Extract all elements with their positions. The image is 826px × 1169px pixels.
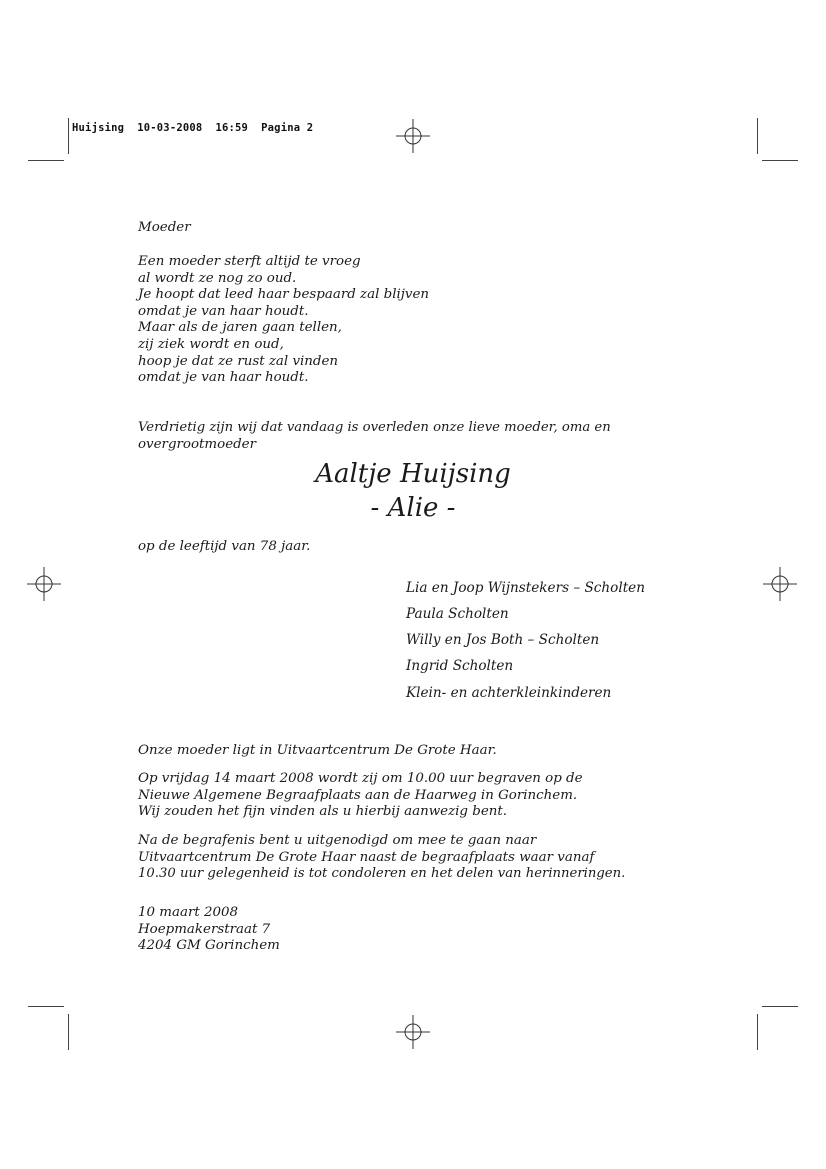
poem-line: Een moeder sterft altijd te vroeg: [138, 254, 361, 269]
info-paragraph: Uitvaartcentrum De Grote Haar naast de begraafplaats waar vanaf: [138, 849, 595, 865]
registration-mark-icon: [763, 567, 797, 601]
crop-mark: [28, 160, 64, 161]
crop-mark: [757, 1014, 758, 1050]
registration-mark-icon: [396, 1015, 430, 1049]
poem-line: Je hoopt dat leed haar bespaard zal blijven: [138, 287, 430, 303]
poem-line: hoop je dat ze rust zal vinden: [138, 353, 339, 369]
poem-line: omdat je van haar houdt.: [138, 303, 309, 319]
info-paragraph: Nieuwe Algemene Begraafplaats aan de Haarweg in Gorinchem.: [138, 787, 578, 803]
poem-line: zij ziek wordt en oud,: [138, 337, 284, 352]
printer-slug: Huijsing 10-03-2008 16:59 Pagina 2: [72, 122, 314, 134]
family-member: Lia en Joop Wijnstekers – Scholten: [406, 580, 645, 596]
poem-line: al wordt ze nog zo oud.: [138, 270, 297, 286]
info-paragraph: Na de begrafenis bent u uitgenodigd om mee te gaan naar: [138, 833, 537, 848]
crop-mark: [68, 1014, 69, 1050]
family-member: Willy en Jos Both – Scholten: [406, 632, 600, 648]
crop-mark: [28, 1006, 64, 1007]
registration-mark-icon: [27, 567, 61, 601]
address-line: 4204 GM Gorinchem: [138, 938, 280, 954]
crop-mark: [762, 160, 798, 161]
info-paragraph: Op vrijdag 14 maart 2008 wordt zij om 10.00 uur begraven op de: [138, 771, 583, 786]
crop-mark: [757, 118, 758, 154]
crop-mark: [762, 1006, 798, 1007]
info-paragraph: Wij zouden het fijn vinden als u hierbij aanwezig bent.: [138, 804, 508, 820]
poem-title: Moeder: [138, 220, 191, 235]
info-paragraph: 10.30 uur gelegenheid is tot condoleren en het delen van herinneringen.: [138, 866, 626, 882]
deceased-name: Aaltje Huijsing: [315, 459, 511, 489]
family-member: Klein- en achterkleinkinderen: [406, 685, 612, 701]
family-member: Ingrid Scholten: [406, 658, 514, 674]
age-text: op de leeftijd van 78 jaar.: [138, 539, 311, 554]
crop-mark: [68, 118, 69, 154]
family-member: Paula Scholten: [406, 606, 509, 622]
poem-line: omdat je van haar houdt.: [138, 370, 309, 386]
deceased-nickname: - Alie -: [370, 493, 456, 523]
announcement-text: Verdrietig zijn wij dat vandaag is overleden onze lieve moeder, oma en: [138, 420, 611, 435]
registration-mark-icon: [396, 119, 430, 153]
poem-line: Maar als de jaren gaan tellen,: [138, 320, 342, 336]
address-line: Hoepmakerstraat 7: [138, 921, 271, 937]
address-line: 10 maart 2008: [138, 905, 239, 920]
info-paragraph: Onze moeder ligt in Uitvaartcentrum De Grote Haar.: [138, 743, 497, 758]
announcement-text: overgrootmoeder: [138, 436, 257, 452]
